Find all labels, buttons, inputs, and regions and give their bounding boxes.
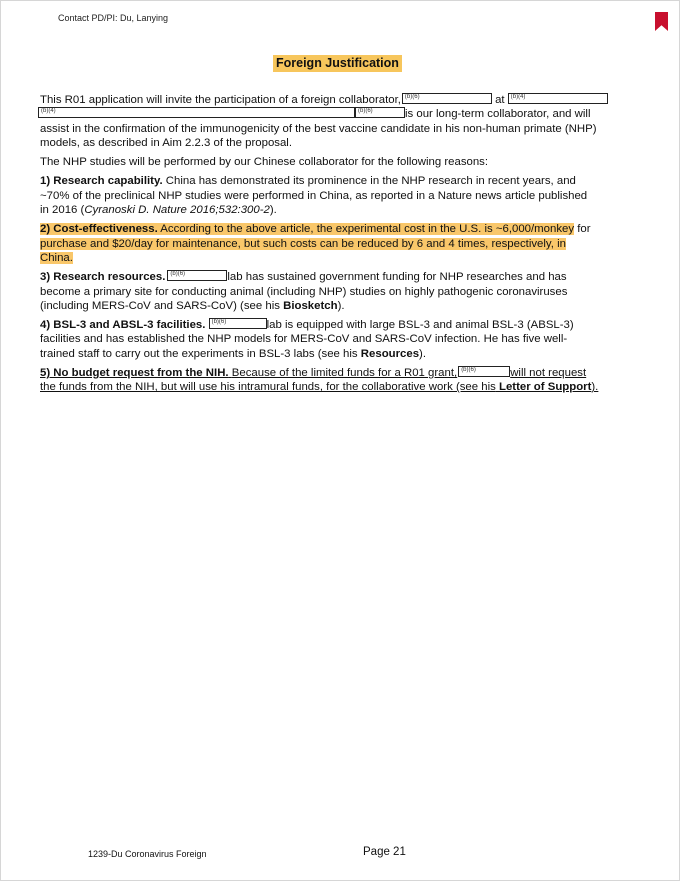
redaction-box — [402, 93, 492, 104]
page-number: Page 21 — [363, 846, 406, 858]
redaction-box — [458, 366, 510, 377]
reason-research-capability — [40, 174, 646, 217]
reason-heading: 3) Research resources. — [40, 271, 166, 284]
reason-text: facilities and has established the NHP models for MERS-CoV and SARS-CoV infection. He has five well- — [40, 333, 568, 346]
reason-cost-effectiveness — [40, 222, 646, 265]
redaction-code: (b)(6) — [358, 108, 373, 115]
reason-text: for — [577, 223, 591, 236]
redaction-box — [167, 270, 227, 281]
reason-text: ). — [337, 299, 345, 312]
highlighted-text: China. — [40, 251, 73, 264]
reason-heading: 1) Research capability. — [40, 175, 163, 188]
reason-text: in 2016 ( — [40, 204, 85, 217]
reason-text: the funds from the NIH, but will use his intramural funds, for the collaborative work (see his — [40, 381, 496, 394]
reason-text: According to the above article, the experimental cost in the U.S. is ~6,000/monkey — [160, 223, 575, 236]
redaction-code: (b)(6) — [211, 319, 227, 326]
document-body — [40, 93, 646, 400]
reason-text: lab has sustained government funding for NHP researches and has — [227, 271, 567, 284]
contact-header: Contact PD/PI: Du, Lanying — [58, 13, 169, 23]
reason-text: (including MERS-CoV and SARS-CoV) (see his — [40, 299, 280, 312]
reason-text: ). — [591, 381, 599, 394]
underlined-text — [40, 381, 598, 393]
underlined-text — [40, 367, 457, 379]
reason-text: ). — [269, 204, 277, 217]
redaction-code: (b)(6) — [461, 367, 476, 374]
reason-heading: 5) No budget request from the NIH. — [40, 367, 229, 380]
reason-text: trained staff to carry out the experiments in BSL-3 labs (see his — [40, 347, 358, 360]
reason-text: Because of the limited funds for a R01 grant, — [231, 367, 458, 380]
intro-text: at — [495, 94, 505, 106]
reason-text: become a primary site for conducting animal (including NHP) studies on highly pathogenic coronaviruses — [40, 285, 568, 298]
citation: Cyranoski D. Nature 2016;532:300-2 — [84, 204, 270, 217]
intro-paragraph — [40, 93, 646, 150]
biosketch-ref: Biosketch — [283, 299, 338, 312]
intro-text: assist in the confirmation of the immunogenicity of the best vaccine candidate in his non-human primate (NHP) — [40, 122, 597, 135]
reason-heading: 2) Cost-effectiveness. — [40, 223, 158, 236]
reason-text: ). — [419, 347, 427, 360]
reason-text: China has demonstrated its prominence in the NHP research in recent years, and — [165, 175, 576, 188]
reason-text: lab is equipped with large BSL-3 and animal BSL-3 (ABSL-3) — [266, 319, 574, 332]
redaction-code: (b)(4) — [510, 94, 526, 100]
reason-heading: 4) BSL-3 and ABSL-3 facilities. — [40, 319, 206, 332]
intro-line-2 — [40, 108, 591, 120]
redaction-code: (b)(6) — [404, 94, 420, 100]
redaction-code: (b)(6) — [170, 271, 186, 278]
page-title: Foreign Justification — [273, 55, 402, 72]
intro-text: is our long-term collaborator, and will — [405, 108, 591, 121]
reason-text: will not request — [510, 367, 587, 380]
redaction-box — [355, 107, 405, 118]
redaction-box — [508, 93, 608, 104]
highlighted-text — [40, 223, 574, 235]
resources-ref: Resources — [360, 347, 420, 360]
footer-document-name: 1239-Du Coronavirus Foreign — [88, 849, 207, 859]
reason-bsl3-facilities — [40, 318, 646, 361]
highlighted-text: purchase and $20/day for maintenance, but such costs can be reduced by 6 and 4 times, respectively, in — [40, 237, 566, 250]
reason-research-resources — [40, 270, 646, 313]
reason-no-budget — [40, 366, 646, 395]
letter-of-support-ref: Letter of Support — [499, 381, 592, 394]
intro-text: This R01 application will invite the participation of a foreign collaborator, — [40, 94, 401, 106]
intro-text: models, as described in Aim 2.2.3 of the proposal. — [40, 136, 293, 149]
redaction-box — [38, 107, 355, 118]
redaction-code: (b)(4) — [41, 108, 56, 115]
reasons-intro: The NHP studies will be performed by our Chinese collaborator for the following reasons: — [40, 156, 489, 169]
reason-text: ~70% of the preclinical NHP studies were performed in China, as reported in a Nature news article published — [40, 189, 588, 202]
redaction-box — [209, 318, 267, 329]
intro-line-1 — [40, 94, 608, 106]
